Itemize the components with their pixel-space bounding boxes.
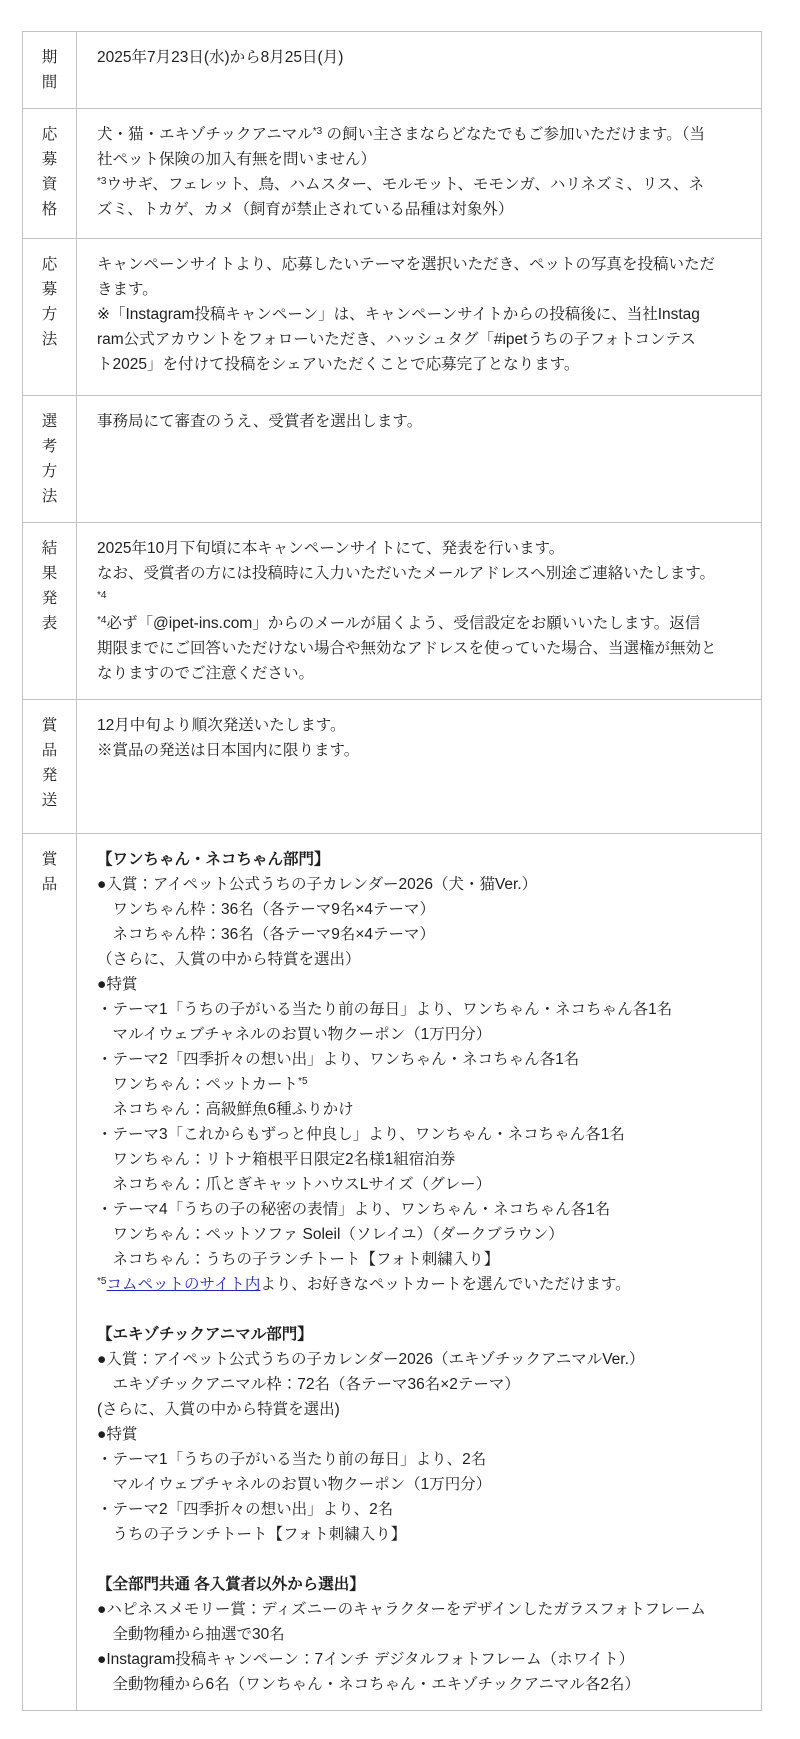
table-row-results [23,523,761,700]
text-line [97,561,741,586]
label-char: 募 [41,281,58,298]
text-run: ※「Instagram投稿キャンペーン」は、キャンペーンサイトからの投稿後に、当社Instag [97,306,700,323]
text-run: 社ペット保険の加入有無を問いません） [97,151,377,168]
text-line [97,1597,741,1622]
text-line [97,922,741,947]
text-line [97,972,741,997]
text-run: エキゾチックアニマル枠：72名（各テーマ36名×2テーマ） [97,1376,520,1393]
text-run: キャンペーンサイトより、応募したいテーマを選択いただき、ペットの写真を投稿いただ [97,256,715,273]
row-content-results [77,523,761,699]
label-char: 賞 [41,851,58,868]
label-char: 送 [41,792,58,809]
text-run: ワンちゃん枠：36名（各テーマ9名×4テーマ） [97,901,436,918]
text-run: ワンちゃん：リトナ箱根平日限定2名様1組宿泊券 [97,1151,456,1168]
label-char: 格 [41,201,58,218]
text-run: 【全部門共通 各入賞者以外から選出】 [97,1576,365,1593]
text-run: 2025年7月23日(水)から8月25日(月) [97,49,344,66]
label-char: 考 [41,438,58,455]
text-run: なりますのでご注意ください。 [97,665,315,682]
text-run: 全動物種から6名（ワンちゃん・ネコちゃん・エキゾチックアニマル各2名） [97,1676,641,1693]
text-line [97,1447,741,1472]
table-row-how-to-apply [23,239,761,396]
text-line [97,1372,741,1397]
label-char: 果 [41,565,58,582]
text-run: ウサギ、フェレット、鳥、ハムスター、モルモット、モモンガ、ハリネズミ、リス、ネ [106,176,705,193]
text-line [97,872,741,897]
text-line [97,1622,741,1647]
text-line [97,352,741,377]
label-char: 賞 [41,717,58,734]
text-line [97,277,741,302]
text-line [97,1347,741,1372]
table-row-eligibility [23,109,761,239]
text-run: ・テーマ1「うちの子がいる当たり前の毎日」より、2名 [97,1451,487,1468]
section-heading-line [97,1572,741,1597]
label-char: 発 [41,767,58,784]
text-line [97,409,741,434]
text-line [97,1222,741,1247]
row-content-selection [77,396,761,522]
text-run: ズミ、トカゲ、カメ（飼育が禁止されている品種は対象外） [97,201,514,218]
text-line [97,611,741,636]
footnote-marker: *5 [298,1076,308,1087]
text-run: ・テーマ2「四季折々の想い出」より、2名 [97,1501,394,1518]
row-content-how-to-apply [77,239,761,395]
text-run: なお、受賞者の方には投稿時に入力いただいたメールアドレスへ別途ご連絡いたします。 [97,565,715,582]
text-run: 必ず「@ipet-ins.com」からのメールが届くよう、受信設定をお願いいたします。返信 [106,615,701,632]
text-line [97,738,741,763]
text-line [97,636,741,661]
text-run: ・テーマ1「うちの子がいる当たり前の毎日」より、ワンちゃん・ネコちゃん各1名 [97,1001,673,1018]
text-line [97,172,741,197]
label-char: 方 [41,463,58,480]
text-run: きます。 [97,281,158,298]
row-content-prizes [77,834,761,1710]
text-run: （さらに、入賞の中から特賞を選出） [97,951,361,968]
text-line [97,1147,741,1172]
text-run: 【エキゾチックアニマル部門】 [97,1326,313,1343]
text-run: マルイウェブチャネルのお買い物クーポン（1万円分） [97,1476,492,1493]
text-run: ram公式アカウントをフォローいただき、ハッシュタグ「#ipetうちの子フォトコンテス [97,331,696,348]
text-run: ネコちゃん枠：36名（各テーマ9名×4テーマ） [97,926,436,943]
label-char: 期 [41,49,58,66]
text-run: ・テーマ3「これからもずっと仲良し」より、ワンちゃん・ネコちゃん各1名 [97,1126,625,1143]
row-label-prizes [23,834,77,1710]
footnote-marker: *3 [97,176,107,187]
campaign-table [22,31,762,1711]
footnote-marker: *3 [312,126,323,137]
text-line [97,327,741,352]
text-run: ネコちゃん：爪とぎキャットハウスLサイズ（グレー） [97,1176,492,1193]
table-row-prize-shipping [23,700,761,834]
text-run: 【ワンちゃん・ネコちゃん部門】 [97,851,330,868]
text-run: (さらに、入賞の中から特賞を選出) [97,1401,340,1418]
text-line [97,1047,741,1072]
text-run: ※賞品の発送は日本国内に限ります。 [97,742,360,759]
text-run: 犬・猫・エキゾチックアニマル [97,126,313,143]
text-run: 2025年10月下旬頃に本キャンペーンサイトにて、発表を行います。 [97,540,565,557]
label-char: 選 [41,413,58,430]
label-char: 表 [41,615,58,632]
section-heading-line [97,1322,741,1347]
text-line [97,586,741,611]
text-line [97,1647,741,1672]
label-char: 応 [41,256,58,273]
text-line [97,122,741,147]
text-line [97,147,741,172]
row-content-eligibility [77,109,761,238]
label-char: 発 [41,590,58,607]
text-run: ●入賞：アイペット公式うちの子カレンダー2026（犬・猫Ver.） [97,876,538,893]
text-run: ネコちゃん：うちの子ランチトート【フォト刺繍入り】 [97,1251,500,1268]
label-char: 法 [41,488,58,505]
text-line [97,1097,741,1122]
text-line [97,997,741,1022]
label-char: 法 [41,331,58,348]
text-line [97,947,741,972]
text-line [97,713,741,738]
label-char: 資 [41,176,58,193]
row-label-selection [23,396,77,522]
label-char: 募 [41,151,58,168]
text-run: の飼い主さまならどなたでもご参加いただけます。（当 [322,126,706,143]
text-run: ●特賞 [97,976,138,993]
label-char: 間 [41,74,58,91]
text-run: ト2025」を付けて投稿をシェアいただくことで応募完了となります。 [97,356,580,373]
text-line [97,197,741,222]
compet-site-link[interactable]: コムペットのサイト内 [106,1276,261,1293]
text-run: 全動物種から抽選で30名 [97,1626,285,1643]
text-run: ・テーマ4「うちの子の秘密の表情」より、ワンちゃん・ネコちゃん各1名 [97,1201,611,1218]
row-label-results [23,523,77,699]
text-run: ワンちゃん：ペットソファ Soleil（ソレイユ）（ダークブラウン） [97,1226,564,1243]
footnote-marker: *4 [97,590,107,601]
label-char: 品 [41,742,58,759]
table-row-period [23,32,761,109]
text-line [97,1122,741,1147]
table-row-selection [23,396,761,523]
label-char: 品 [41,876,58,893]
text-run: ●入賞：アイペット公式うちの子カレンダー2026（エキゾチックアニマルVer.） [97,1351,645,1368]
row-label-prize-shipping [23,700,77,833]
text-run: より、お好きなペットカートを選んでいただけます。 [260,1276,631,1293]
row-content-period [77,32,761,108]
text-line [97,302,741,327]
text-line [97,1022,741,1047]
text-run: 期限までにご回答いただけない場合や無効なアドレスを使っていた場合、当選権が無効と [97,640,717,657]
section-heading-line [97,847,741,872]
text-run: 12月中旬より順次発送いたします。 [97,717,346,734]
text-run: うちの子ランチトート【フォト刺繍入り】 [97,1526,407,1543]
text-run: ・テーマ2「四季折々の想い出」より、ワンちゃん・ネコちゃん各1名 [97,1051,580,1068]
text-line [97,1172,741,1197]
text-run: ●Instagram投稿キャンペーン：7インチ デジタルフォトフレーム（ホワイト） [97,1651,635,1668]
text-run: 事務局にて審査のうえ、受賞者を選出します。 [97,413,423,430]
text-line [97,1272,741,1297]
footnote-marker: *4 [97,615,107,626]
text-run: マルイウェブチャネルのお買い物クーポン（1万円分） [97,1026,492,1043]
blank-line [97,1547,741,1572]
text-line [97,1472,741,1497]
row-label-eligibility [23,109,77,238]
label-char: 結 [41,540,58,557]
text-line [97,1072,741,1097]
text-line [97,1672,741,1697]
blank-line [97,1297,741,1322]
footnote-marker: *5 [97,1276,107,1287]
text-line [97,1397,741,1422]
text-line [97,1247,741,1272]
text-line [97,1197,741,1222]
text-line [97,45,741,70]
text-run: ワンちゃん：ペットカート [97,1076,299,1093]
text-run: ネコちゃん：高級鮮魚6種ふりかけ [97,1101,354,1118]
text-line [97,1522,741,1547]
text-line [97,1422,741,1447]
text-line [97,1497,741,1522]
text-line [97,661,741,686]
text-run: ●ハピネスメモリー賞：ディズニーのキャラクターをデザインしたガラスフォトフレーム [97,1601,706,1618]
text-line [97,897,741,922]
label-char: 応 [41,126,58,143]
row-label-period [23,32,77,108]
text-line [97,252,741,277]
table-row-prizes [23,834,761,1710]
label-char: 方 [41,306,58,323]
text-run: ●特賞 [97,1426,138,1443]
row-content-prize-shipping [77,700,761,833]
row-label-how-to-apply [23,239,77,395]
text-line [97,536,741,561]
